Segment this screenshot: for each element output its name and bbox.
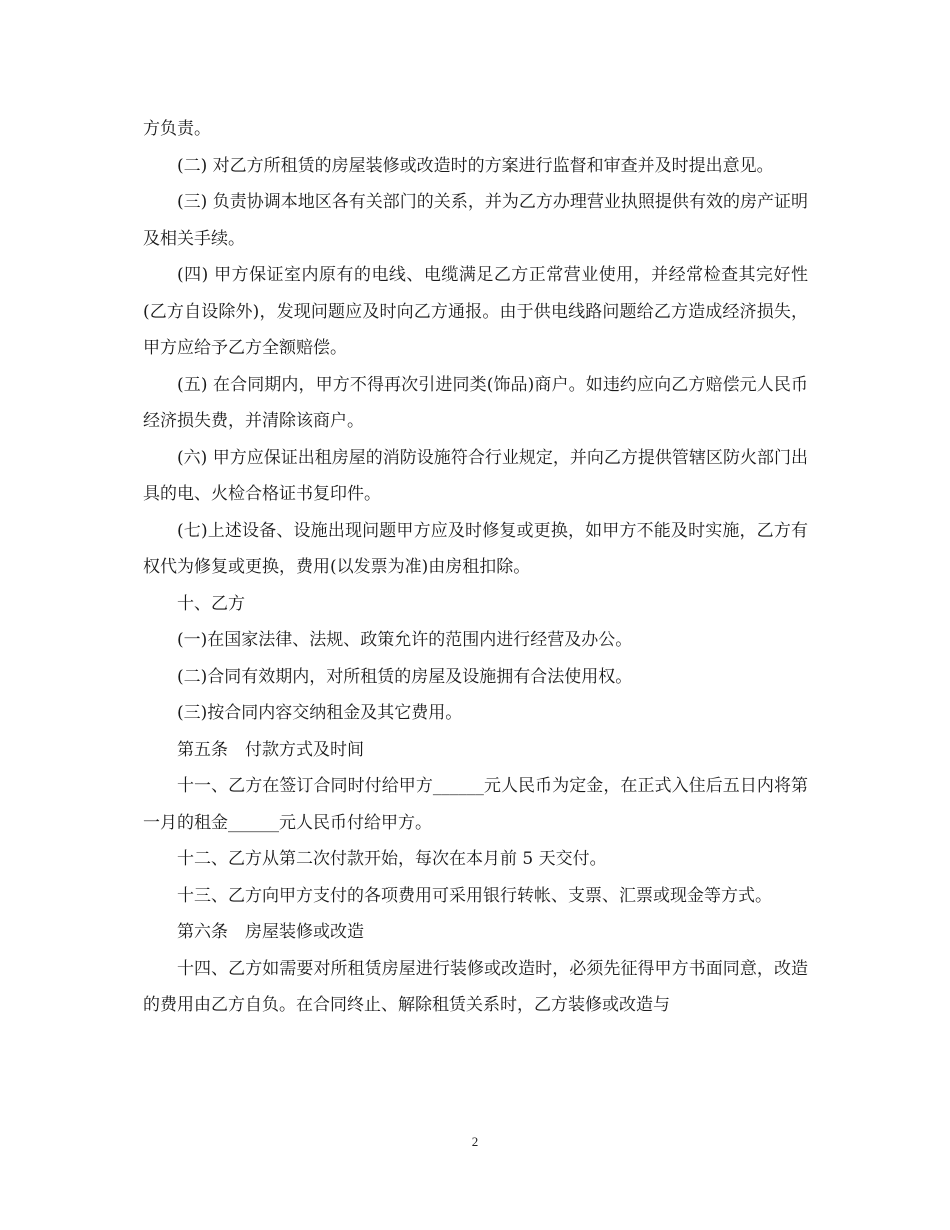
paragraph-party-b-2: (二)合同有效期内，对所租赁的房屋及设施拥有合法使用权。	[177, 666, 633, 687]
paragraph-party-b-3: (三)按合同内容交纳租金及其它费用。	[177, 703, 463, 723]
page-number: 2	[471, 1134, 479, 1149]
paragraph-clause-2: (二) 对乙方所租赁的房屋装修或改造时的方案进行监督和审查并及时提出意见。	[177, 155, 774, 176]
paragraph-continuation: 方负责。	[143, 119, 211, 139]
paragraph-clause-4: (四) 甲方保证室内原有的电线、电缆满足乙方正常营业使用，并经常检查其完好性(乙方自设除外)，发现问题应及时向乙方通报。由于供电线路问题给乙方造成经济损失，甲方应给予乙方全额赔偿。	[143, 265, 808, 358]
paragraph-item-14: 十四、乙方如需要对所租赁房屋进行装修或改造时，必须先征得甲方书面同意，改造的费用由乙方自负。在合同终止、解除租赁关系时，乙方装修或改造与	[143, 958, 808, 1015]
paragraph-item-12: 十二、乙方从第二次付款开始，每次在本月前 5 天交付。	[177, 849, 607, 869]
paragraph-item-11: 十一、乙方在签订合同时付给甲方______元人民币为定金，在正式入住后五日内将第一月的租金______元人民币付给甲方。	[143, 776, 808, 833]
paragraph-clause-3: (三) 负责协调本地区各有关部门的关系，并为乙方办理营业执照提供有效的房产证明及相关手续。	[143, 192, 808, 249]
document-body	[143, 111, 808, 1024]
paragraph-clause-6: (六) 甲方应保证出租房屋的消防设施符合行业规定，并向乙方提供管辖区防火部门出具的电、火检合格证书复印件。	[143, 447, 808, 504]
paragraph-item-13: 十三、乙方向甲方支付的各项费用可采用银行转帐、支票、汇票或现金等方式。	[177, 885, 772, 906]
paragraph-clause-5: (五) 在合同期内，甲方不得再次引进同类(饰品)商户。如违约应向乙方赔偿元人民币经济损失费，并清除该商户。	[143, 374, 808, 431]
paragraph-clause-7: (七)上述设备、设施出现问题甲方应及时修复或更换，如甲方不能及时实施，乙方有权代为修复或更换，费用(以发票为准)由房租扣除。	[143, 520, 808, 577]
article-heading-payment: 第五条 付款方式及时间	[177, 739, 364, 760]
section-heading-party-b: 十、乙方	[177, 593, 245, 614]
article-heading-renovation: 第六条 房屋装修或改造	[177, 922, 364, 942]
paragraph-party-b-1: (一)在国家法律、法规、政策允许的范围内进行经营及办公。	[177, 630, 633, 650]
